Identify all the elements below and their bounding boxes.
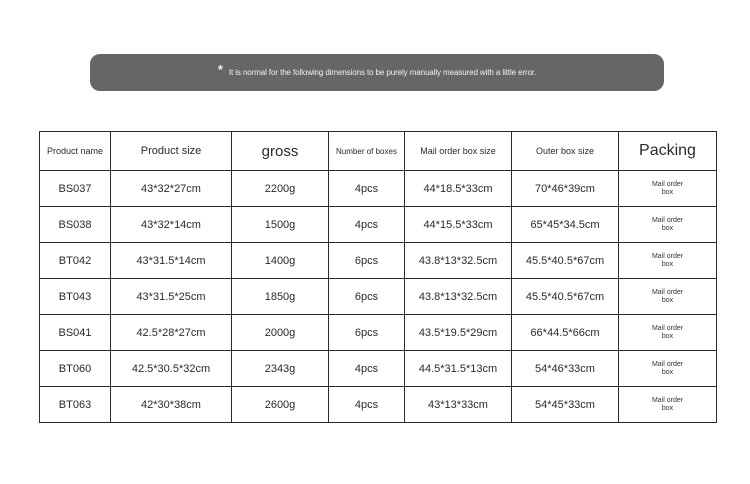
cell-outer-box-size: 65*45*34.5cm (512, 207, 619, 243)
cell-outer-box-size: 66*44.5*66cm (512, 315, 619, 351)
cell-mail-order-box-size: 43.5*19.5*29cm (405, 315, 512, 351)
cell-packing (619, 387, 717, 423)
table-row (40, 387, 717, 423)
measurement-notice-text: It is normal for the following dimensions to be purely manually measured with a little error. (228, 68, 537, 77)
cell-number-of-boxes: 4pcs (329, 171, 405, 207)
cell-outer-box-size: 54*45*33cm (512, 387, 619, 423)
cell-mail-order-box-size: 43.8*13*32.5cm (405, 279, 512, 315)
cell-gross: 2000g (232, 315, 329, 351)
packing-label: Mail order box (651, 216, 684, 232)
cell-outer-box-size: 45.5*40.5*67cm (512, 243, 619, 279)
cell-number-of-boxes: 4pcs (329, 207, 405, 243)
cell-product-name: BS041 (40, 315, 111, 351)
cell-mail-order-box-size: 43*13*33cm (405, 387, 512, 423)
cell-gross: 2200g (232, 171, 329, 207)
packing-label: Mail order box (651, 396, 684, 412)
cell-gross: 1850g (232, 279, 329, 315)
header-product-name: Product name (40, 132, 111, 171)
cell-mail-order-box-size: 44.5*31.5*13cm (405, 351, 512, 387)
cell-gross: 2600g (232, 387, 329, 423)
cell-product-size: 43*32*27cm (111, 171, 232, 207)
cell-packing (619, 315, 717, 351)
packing-label: Mail order box (651, 252, 684, 268)
cell-gross: 1400g (232, 243, 329, 279)
table-row (40, 243, 717, 279)
cell-number-of-boxes: 6pcs (329, 279, 405, 315)
cell-number-of-boxes: 4pcs (329, 351, 405, 387)
cell-product-name: BT043 (40, 279, 111, 315)
cell-product-size: 43*31.5*25cm (111, 279, 232, 315)
cell-outer-box-size: 54*46*33cm (512, 351, 619, 387)
cell-product-name: BS038 (40, 207, 111, 243)
cell-product-name: BT063 (40, 387, 111, 423)
cell-product-name: BT042 (40, 243, 111, 279)
header-mail-order-box-size: Mail order box size (405, 132, 512, 171)
packing-label: Mail order box (651, 324, 684, 340)
cell-mail-order-box-size: 44*15.5*33cm (405, 207, 512, 243)
cell-number-of-boxes: 4pcs (329, 387, 405, 423)
table-header-row (40, 132, 717, 171)
cell-number-of-boxes: 6pcs (329, 315, 405, 351)
cell-packing (619, 171, 717, 207)
header-outer-box-size: Outer box size (512, 132, 619, 171)
measurement-notice-banner (90, 54, 664, 91)
packing-label: Mail order box (651, 180, 684, 196)
cell-mail-order-box-size: 43.8*13*32.5cm (405, 243, 512, 279)
cell-product-size: 42.5*28*27cm (111, 315, 232, 351)
cell-packing (619, 243, 717, 279)
cell-product-size: 42.5*30.5*32cm (111, 351, 232, 387)
header-number-of-boxes: Number of boxes (329, 132, 405, 171)
cell-product-name: BT060 (40, 351, 111, 387)
table-row (40, 351, 717, 387)
header-packing: Packing (619, 132, 717, 171)
cell-packing (619, 351, 717, 387)
table-row (40, 171, 717, 207)
table-row (40, 279, 717, 315)
cell-packing (619, 279, 717, 315)
cell-number-of-boxes: 6pcs (329, 243, 405, 279)
cell-gross: 2343g (232, 351, 329, 387)
packing-label: Mail order box (651, 360, 684, 376)
cell-gross: 1500g (232, 207, 329, 243)
table-row (40, 207, 717, 243)
cell-product-size: 43*31.5*14cm (111, 243, 232, 279)
product-dimensions-table (39, 131, 717, 423)
asterisk-icon: * (217, 62, 223, 77)
cell-product-size: 42*30*38cm (111, 387, 232, 423)
packing-label: Mail order box (651, 288, 684, 304)
header-gross: gross (232, 132, 329, 171)
cell-outer-box-size: 70*46*39cm (512, 171, 619, 207)
cell-packing (619, 207, 717, 243)
cell-product-name: BS037 (40, 171, 111, 207)
header-product-size: Product size (111, 132, 232, 171)
table-row (40, 315, 717, 351)
cell-outer-box-size: 45.5*40.5*67cm (512, 279, 619, 315)
cell-mail-order-box-size: 44*18.5*33cm (405, 171, 512, 207)
cell-product-size: 43*32*14cm (111, 207, 232, 243)
